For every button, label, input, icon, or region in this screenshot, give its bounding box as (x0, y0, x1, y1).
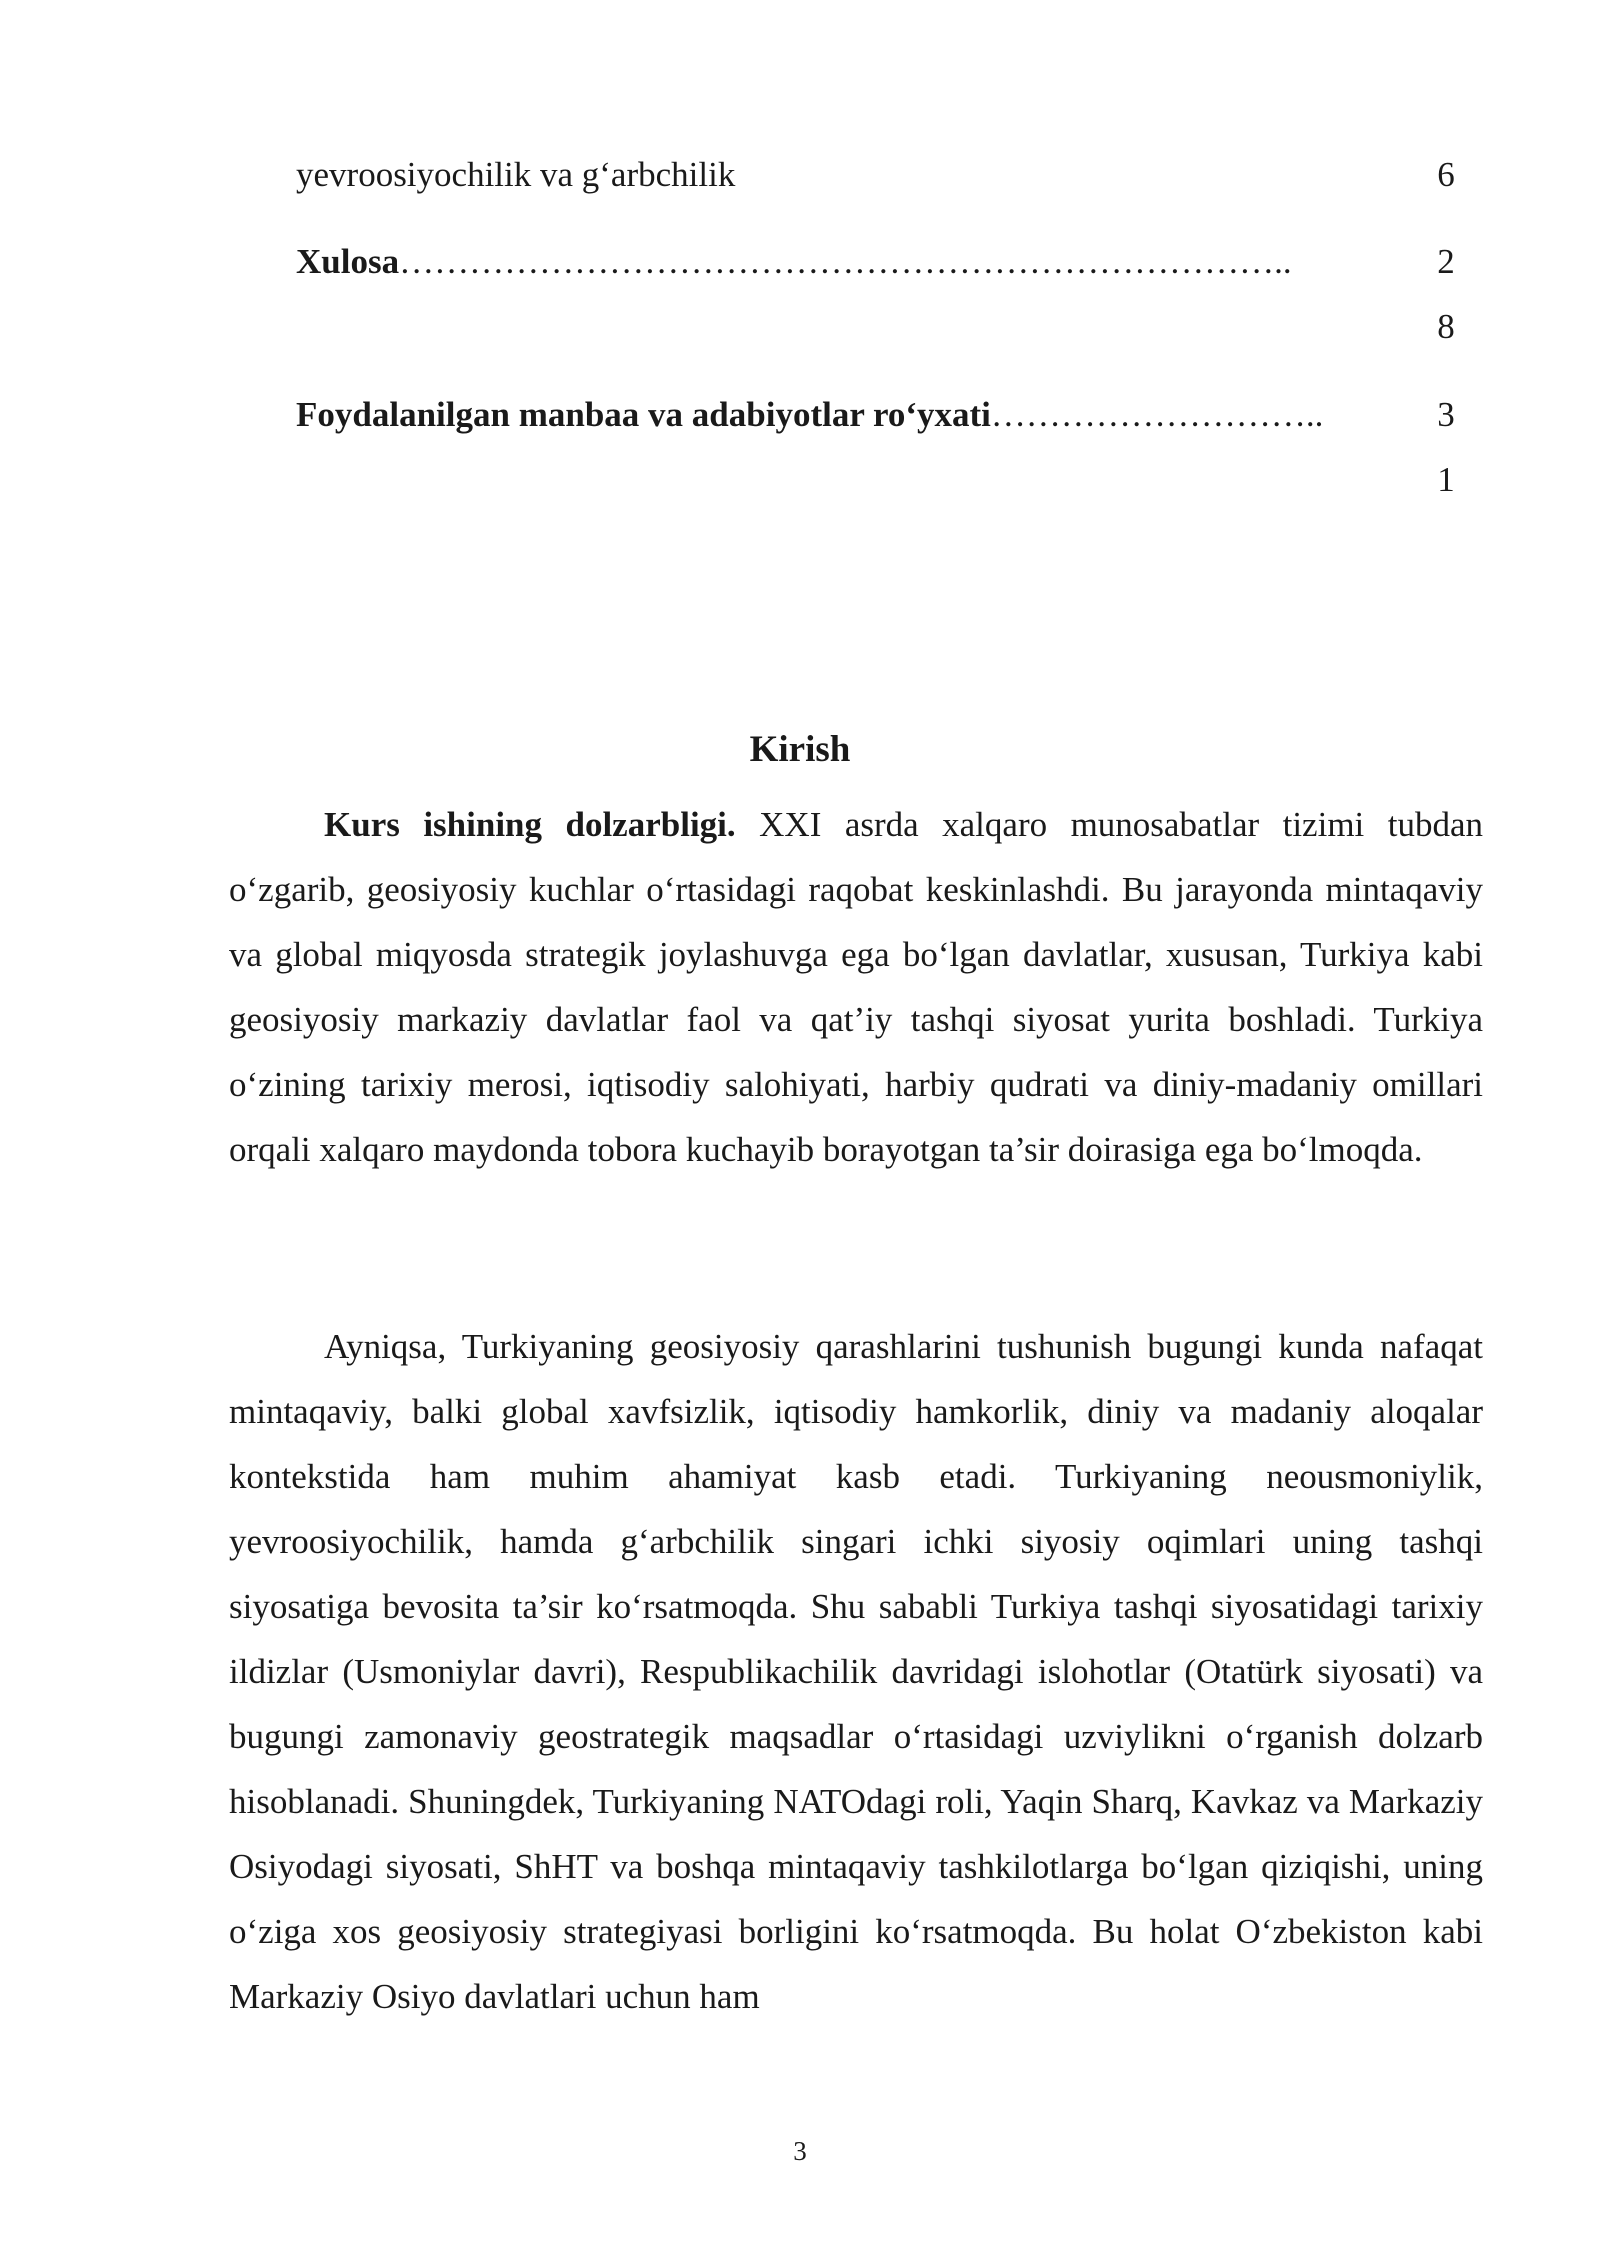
paragraph-text: Ayniqsa, Turkiyaning geosiyosiy qarashlarini tushunish bugungi kunda nafaqat mintaqaviy, balki global xavfsizlik, iqtisodiy hamkorlik, diniy va madaniy aloqalar kontekstida ham muhim ahamiyat kasb etadi. Turkiyaning neousmoniylik, yevroosiyochilik, hamda g‘arbchilik singari ichki siyosiy oqimlari uning tashqi siyosatiga bevosita ta’sir ko‘rsatmoqda. Shu sababli Turkiya tashqi siyosatidagi tarixiy ildizlar (Usmoniylar davri), Respublikachilik davridagi islohotlar (Otatürk siyosati) va bugungi zamonaviy geostrategik maqsadlar o‘rtasidagi uzviylikni o‘rganish dolzarb hisoblanadi. Shuningdek, Turkiyaning NATOdagi roli, Yaqin Sharq, Kavkaz va Markaziy Osiyodagi siyosati, ShHT va boshqa mintaqaviy tashkilotlarga bo‘lgan qiziqishi, uning o‘ziga xos geosiyosiy strategiyasi borligini ko‘rsatmoqda. Bu holat O‘zbekiston kabi Markaziy Osiyo davlatlari uchun ham (229, 1327, 1483, 2016)
toc-entry-title (296, 142, 735, 207)
toc-entry-page-number (1431, 382, 1461, 512)
paragraph-lead: Kurs ishining dolzarbligi. (324, 805, 736, 844)
toc-entry-page-number (1431, 229, 1461, 359)
page-number: 3 (793, 2136, 807, 2166)
toc-page-digit: 2 (1437, 242, 1455, 281)
toc-entry-title-rest: ……………………….. (990, 395, 1324, 434)
toc-entry-title (296, 229, 1292, 294)
toc-entry-title-bold: Foydalanilgan manbaa va adabiyotlar ro‘yxati (296, 395, 991, 434)
paragraph-text: XXI asrda xalqaro munosabatlar tizimi tubdan o‘zgarib, geosiyosiy kuchlar o‘rtasidagi raqobat keskinlashdi. Bu jarayonda mintaqaviy va global miqyosda strategik joylashuvga ega bo‘lgan davlatlar, xususan, Turkiya kabi geosiyosiy markaziy davlatlar faol va qat’iy tashqi siyosat yurita boshladi. Turkiya o‘zining tarixiy merosi, iqtisodiy salohiyati, harbiy qudrati va diniy-madaniy omillari orqali xalqaro maydonda tobora kuchayib borayotgan ta’sir doirasiga ega bo‘lmoqda. (229, 805, 1484, 1169)
toc-entry-title-rest: ………………………………………………………………….. (399, 242, 1292, 281)
toc-entry-page-number (1431, 142, 1461, 207)
toc-entry-title (296, 382, 1323, 447)
toc-page-digit: 8 (1437, 307, 1455, 346)
toc-entry-title-bold: Xulosa (296, 242, 400, 281)
toc-page-digit: 6 (1437, 155, 1455, 194)
section-heading: Kirish (749, 729, 851, 770)
body-paragraph (229, 1314, 1483, 2029)
toc-entry-title-rest: yevroosiyochilik va g‘arbchilik (296, 155, 736, 194)
toc-page-digit: 3 (1437, 395, 1455, 434)
body-paragraph (229, 792, 1483, 1182)
toc-page-digit: 1 (1437, 460, 1455, 499)
